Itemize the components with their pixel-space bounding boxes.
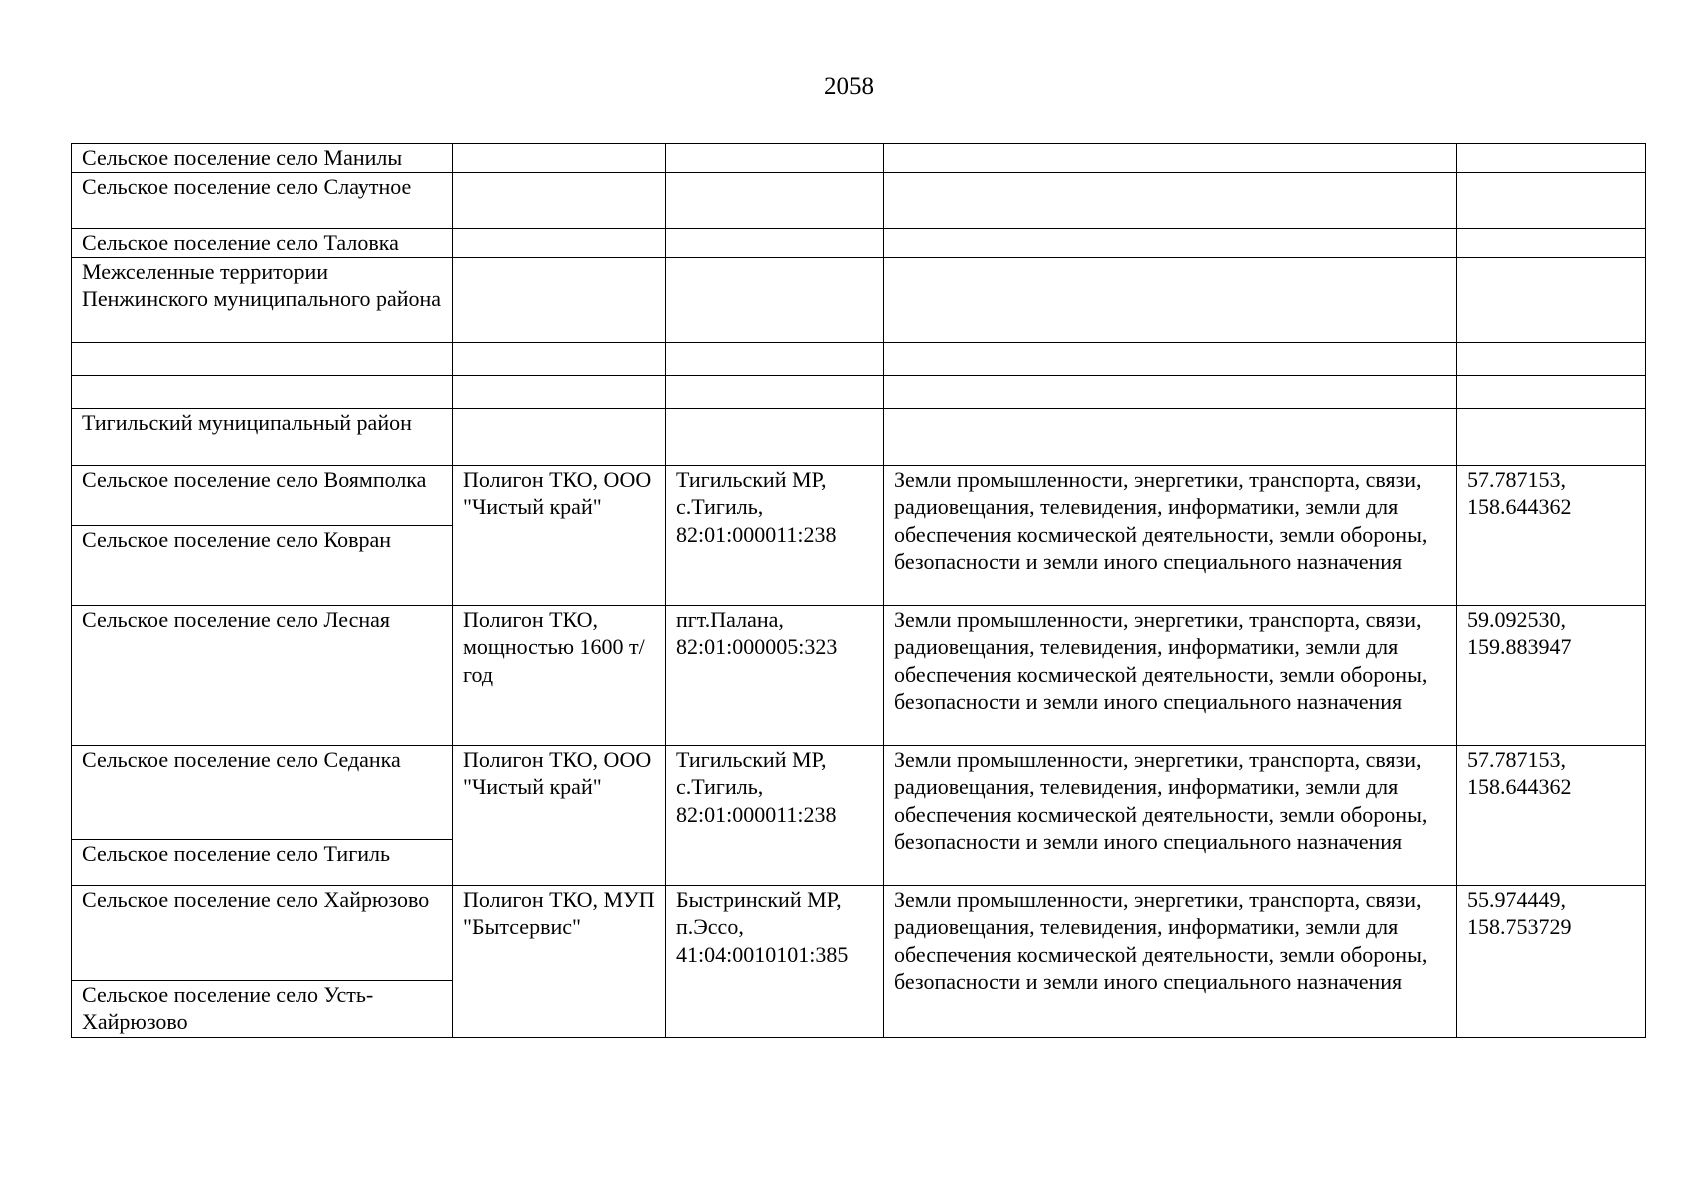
facility-cell <box>453 342 666 375</box>
coordinates-cell <box>1457 257 1646 342</box>
table-row <box>72 885 1646 980</box>
location-cell: Быстринский МР, п.Эссо, 41:04:0010101:385 <box>666 885 884 1037</box>
land-category-cell: Земли промышленности, энергетики, транспорта, связи, радиовещания, телевидения, информатики, земли для обеспечения космической деятельности, земли обороны, безопасности и земли иного специального назначения <box>884 465 1457 605</box>
coordinates-cell: 59.092530, 159.883947 <box>1457 605 1646 745</box>
land-category-cell: Земли промышленности, энергетики, транспорта, связи, радиовещания, телевидения, информатики, земли для обеспечения космической деятельности, земли обороны, безопасности и земли иного специального назначения <box>884 885 1457 1037</box>
settlement-cell: Сельское поселение село Седанка <box>72 745 453 839</box>
facility-cell: Полигон ТКО, ООО "Чистый край" <box>453 745 666 885</box>
coordinates-cell: 57.787153, 158.644362 <box>1457 745 1646 885</box>
facility-cell <box>453 229 666 258</box>
location-cell <box>666 375 884 408</box>
location-cell <box>666 144 884 173</box>
settlement-cell: Сельское поселение село Тигиль <box>72 839 453 885</box>
settlement-cell: Сельское поселение село Лесная <box>72 605 453 745</box>
table-row <box>72 257 1646 342</box>
location-cell <box>666 173 884 229</box>
table-row <box>72 173 1646 229</box>
land-category-cell: Земли промышленности, энергетики, транспорта, связи, радиовещания, телевидения, информатики, земли для обеспечения космической деятельности, земли обороны, безопасности и земли иного специального назначения <box>884 605 1457 745</box>
settlement-cell <box>72 342 453 375</box>
location-cell <box>666 342 884 375</box>
settlement-cell: Сельское поселение село Манилы <box>72 144 453 173</box>
coordinates-cell: 57.787153, 158.644362 <box>1457 465 1646 605</box>
coordinates-cell <box>1457 144 1646 173</box>
location-cell <box>666 229 884 258</box>
settlement-cell: Сельское поселение село Ковран <box>72 525 453 605</box>
settlement-cell: Сельское поселение село Усть-Хайрюзово <box>72 980 453 1037</box>
facility-cell: Полигон ТКО, ООО "Чистый край" <box>453 465 666 605</box>
page-number: 2058 <box>824 73 874 100</box>
location-cell: Тигильский МР, с.Тигиль, 82:01:000011:238 <box>666 745 884 885</box>
settlements-table <box>71 143 1646 1038</box>
coordinates-cell <box>1457 408 1646 465</box>
land-category-cell: Земли промышленности, энергетики, транспорта, связи, радиовещания, телевидения, информатики, земли для обеспечения космической деятельности, земли обороны, безопасности и земли иного специального назначения <box>884 745 1457 885</box>
land-category-cell <box>884 342 1457 375</box>
settlement-cell: Межселенные территории Пенжинского муниципального района <box>72 257 453 342</box>
settlement-cell: Тигильский муниципальный район <box>72 408 453 465</box>
land-category-cell <box>884 229 1457 258</box>
location-cell: пгт.Палана, 82:01:000005:323 <box>666 605 884 745</box>
table-row <box>72 229 1646 258</box>
table-row <box>72 605 1646 745</box>
settlement-cell: Сельское поселение село Воямполка <box>72 465 453 525</box>
facility-cell <box>453 257 666 342</box>
coordinates-cell <box>1457 375 1646 408</box>
location-cell <box>666 257 884 342</box>
facility-cell: Полигон ТКО, МУП "Бытсервис" <box>453 885 666 1037</box>
land-category-cell <box>884 144 1457 173</box>
land-category-cell <box>884 375 1457 408</box>
settlement-cell: Сельское поселение село Таловка <box>72 229 453 258</box>
table-row <box>72 465 1646 525</box>
land-category-cell <box>884 173 1457 229</box>
table-row <box>72 375 1646 408</box>
location-cell <box>666 408 884 465</box>
table-row <box>72 408 1646 465</box>
settlement-cell: Сельское поселение село Слаутное <box>72 173 453 229</box>
coordinates-cell <box>1457 229 1646 258</box>
facility-cell <box>453 375 666 408</box>
location-cell: Тигильский МР, с.Тигиль, 82:01:000011:238 <box>666 465 884 605</box>
settlement-cell: Сельское поселение село Хайрюзово <box>72 885 453 980</box>
land-category-cell <box>884 408 1457 465</box>
coordinates-cell <box>1457 342 1646 375</box>
table-row <box>72 342 1646 375</box>
facility-cell <box>453 408 666 465</box>
table-row <box>72 144 1646 173</box>
facility-cell: Полигон ТКО, мощностью 1600 т/год <box>453 605 666 745</box>
table-row <box>72 745 1646 839</box>
settlement-cell <box>72 375 453 408</box>
land-category-cell <box>884 257 1457 342</box>
coordinates-cell: 55.974449, 158.753729 <box>1457 885 1646 1037</box>
coordinates-cell <box>1457 173 1646 229</box>
facility-cell <box>453 173 666 229</box>
facility-cell <box>453 144 666 173</box>
